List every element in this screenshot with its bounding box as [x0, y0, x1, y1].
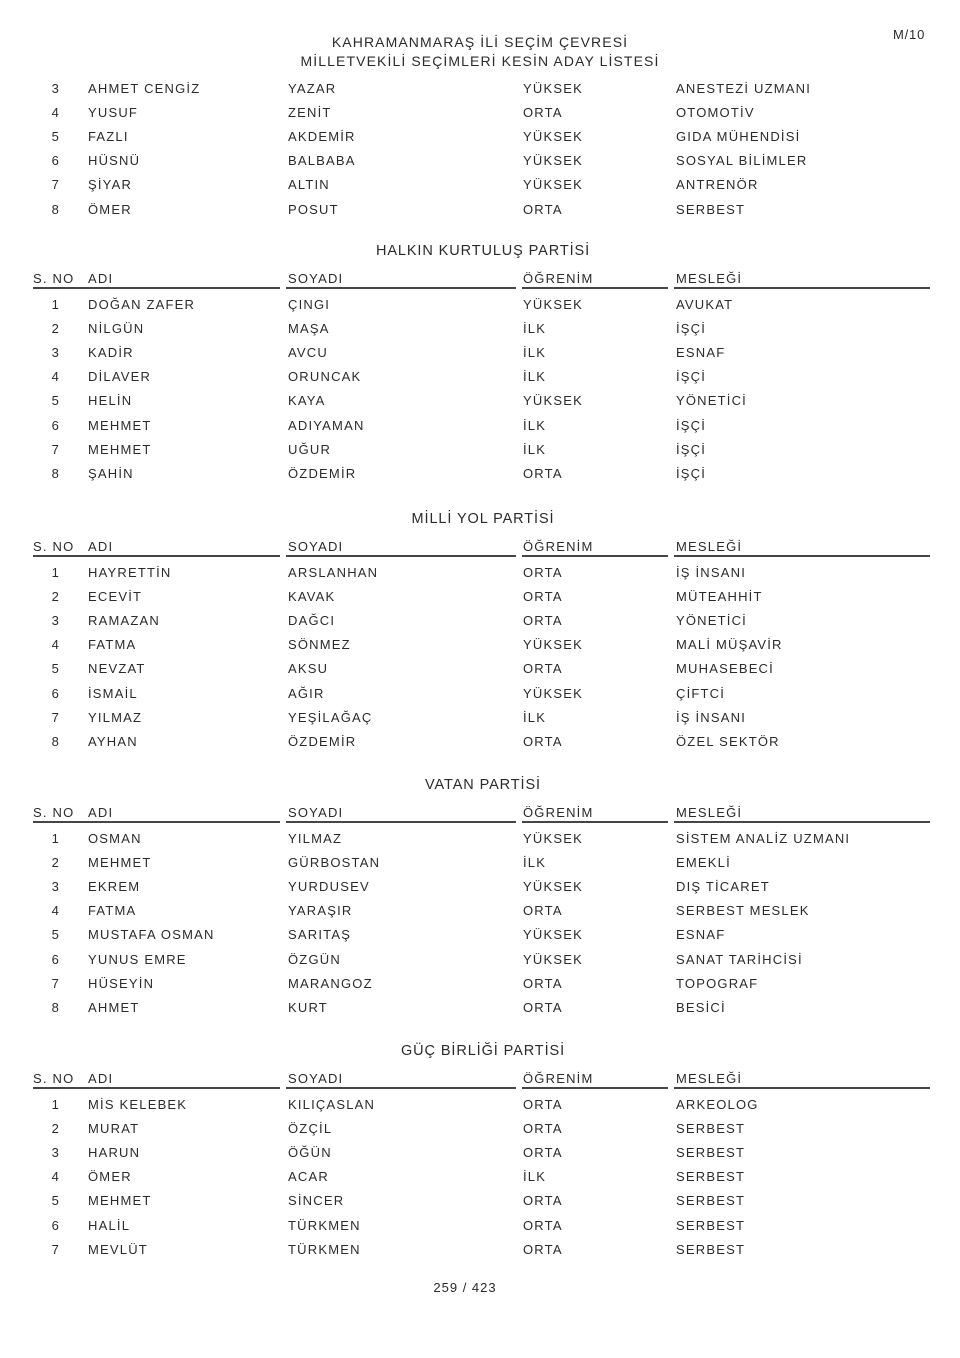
candidate-row: [30, 316, 930, 340]
underline-segment: [522, 1087, 668, 1089]
candidate-row: [30, 1237, 930, 1261]
candidate-row: [30, 149, 930, 173]
header-underline: [30, 821, 930, 823]
candidate-row: [30, 729, 930, 753]
cell-education: YÜKSEK: [523, 80, 583, 96]
candidate-row: [30, 923, 930, 947]
cell-education: İLK: [523, 417, 547, 433]
cell-education: İLK: [523, 1169, 547, 1185]
candidate-row: [30, 124, 930, 148]
cell-profession: SERBEST MESLEK: [676, 903, 810, 919]
party-title: VATAN PARTİSİ: [425, 777, 541, 793]
cell-profession: İŞÇİ: [676, 320, 707, 336]
cell-first-name: RAMAZAN: [88, 612, 160, 628]
cell-last-name: MAŞA: [288, 320, 330, 336]
underline-segment: [674, 555, 930, 557]
cell-last-name: KAVAK: [288, 588, 336, 604]
cell-serial-number: 5: [51, 661, 60, 677]
continuation-table: [30, 76, 930, 221]
cell-first-name: ÖMER: [88, 1169, 132, 1185]
cell-profession: İŞÇİ: [676, 369, 707, 385]
cell-education: YÜKSEK: [523, 878, 583, 894]
cell-education: İLK: [523, 369, 547, 385]
cell-education: YÜKSEK: [523, 927, 583, 943]
cell-serial-number: 2: [51, 320, 60, 336]
cell-education: ORTA: [523, 661, 563, 677]
underline-segment: [674, 821, 930, 823]
underline-segment: [33, 287, 280, 289]
candidate-rows: [30, 1092, 930, 1261]
column-header-meslegi: MESLEĞİ: [676, 538, 743, 554]
cell-serial-number: 3: [51, 80, 60, 96]
cell-profession: SERBEST: [676, 1193, 746, 1209]
candidate-row: [30, 995, 930, 1019]
party-section: [0, 1042, 960, 1267]
candidate-row: [30, 850, 930, 874]
cell-first-name: NEVZAT: [88, 661, 146, 677]
page-code: M/10: [893, 27, 926, 42]
cell-profession: OTOMOTİV: [676, 104, 755, 120]
column-header-sno: S. NO: [33, 538, 75, 554]
column-header-sno: S. NO: [33, 270, 75, 286]
cell-first-name: DİLAVER: [88, 369, 152, 385]
candidate-row: [30, 971, 930, 995]
cell-education: ORTA: [523, 733, 563, 749]
party-section: [0, 776, 960, 1026]
column-header-sno: S. NO: [33, 804, 75, 820]
candidate-row: [30, 1092, 930, 1116]
cell-first-name: İSMAİL: [88, 685, 138, 701]
cell-last-name: SİNCER: [288, 1193, 345, 1209]
cell-education: ORTA: [523, 1096, 563, 1112]
cell-profession: ARKEOLOG: [676, 1096, 759, 1112]
cell-first-name: HÜSNÜ: [88, 153, 141, 169]
cell-serial-number: 2: [51, 588, 60, 604]
party-section: [0, 510, 960, 760]
candidate-row: [30, 608, 930, 632]
cell-serial-number: 4: [51, 903, 60, 919]
cell-serial-number: 3: [51, 612, 60, 628]
column-header-sno: S. NO: [33, 1070, 75, 1086]
underline-segment: [286, 287, 516, 289]
column-header-adi: ADI: [88, 538, 114, 554]
cell-education: YÜKSEK: [523, 177, 583, 193]
cell-last-name: ÇINGI: [288, 296, 331, 312]
cell-education: ORTA: [523, 1144, 563, 1160]
cell-education: İLK: [523, 709, 547, 725]
cell-first-name: NİLGÜN: [88, 320, 145, 336]
cell-education: ORTA: [523, 201, 563, 217]
cell-education: İLK: [523, 320, 547, 336]
underline-segment: [33, 821, 280, 823]
candidate-row: [30, 365, 930, 389]
cell-serial-number: 3: [51, 878, 60, 894]
candidate-row: [30, 681, 930, 705]
header-underline: [30, 287, 930, 289]
cell-serial-number: 2: [51, 1120, 60, 1136]
cell-serial-number: 5: [51, 393, 60, 409]
cell-last-name: ÖZDEMİR: [288, 465, 357, 481]
cell-first-name: MEHMET: [88, 417, 152, 433]
cell-last-name: YEŞİLAĞAÇ: [288, 709, 373, 725]
cell-serial-number: 6: [51, 1217, 60, 1233]
cell-serial-number: 5: [51, 1193, 60, 1209]
page-title-line2: MİLLETVEKİLİ SEÇİMLERİ KESİN ADAY LİSTESİ: [300, 53, 660, 69]
candidate-row: [30, 1189, 930, 1213]
cell-serial-number: 8: [51, 733, 60, 749]
cell-education: ORTA: [523, 564, 563, 580]
cell-serial-number: 1: [51, 564, 60, 580]
column-header-adi: ADI: [88, 804, 114, 820]
cell-last-name: ACAR: [288, 1169, 329, 1185]
cell-profession: MALİ MÜŞAVİR: [676, 637, 783, 653]
candidate-row: [30, 389, 930, 413]
cell-education: YÜKSEK: [523, 393, 583, 409]
cell-profession: SERBEST: [676, 1217, 746, 1233]
underline-segment: [522, 821, 668, 823]
cell-first-name: YUNUS EMRE: [88, 951, 187, 967]
table-header-row: [30, 536, 930, 556]
cell-last-name: YURDUSEV: [288, 878, 370, 894]
cell-profession: İŞ İNSANI: [676, 709, 747, 725]
underline-segment: [674, 1087, 930, 1089]
cell-last-name: ARSLANHAN: [288, 564, 379, 580]
cell-first-name: MİS KELEBEK: [88, 1096, 188, 1112]
cell-first-name: DOĞAN ZAFER: [88, 296, 196, 312]
cell-education: YÜKSEK: [523, 830, 583, 846]
underline-segment: [522, 555, 668, 557]
cell-first-name: AHMET CENGİZ: [88, 80, 201, 96]
cell-profession: İŞÇİ: [676, 465, 707, 481]
cell-profession: İŞÇİ: [676, 417, 707, 433]
cell-last-name: ORUNCAK: [288, 369, 362, 385]
cell-profession: ESNAF: [676, 344, 726, 360]
cell-education: ORTA: [523, 588, 563, 604]
column-header-soyadi: SOYADI: [288, 804, 344, 820]
cell-profession: SİSTEM ANALİZ UZMANI: [676, 830, 851, 846]
cell-profession: AVUKAT: [676, 296, 734, 312]
candidate-row: [30, 657, 930, 681]
header-underline: [30, 1087, 930, 1089]
column-header-meslegi: MESLEĞİ: [676, 804, 743, 820]
cell-serial-number: 4: [51, 369, 60, 385]
cell-serial-number: 1: [51, 296, 60, 312]
cell-last-name: ÖZÇİL: [288, 1120, 333, 1136]
cell-last-name: GÜRBOSTAN: [288, 854, 381, 870]
cell-profession: SERBEST: [676, 1241, 746, 1257]
cell-education: YÜKSEK: [523, 296, 583, 312]
cell-education: YÜKSEK: [523, 128, 583, 144]
candidate-row: [30, 560, 930, 584]
cell-education: ORTA: [523, 999, 563, 1015]
cell-profession: SERBEST: [676, 1169, 746, 1185]
candidate-row: [30, 461, 930, 485]
cell-first-name: ŞİYAR: [88, 177, 133, 193]
cell-profession: SERBEST: [676, 201, 746, 217]
candidate-row: [30, 584, 930, 608]
candidate-row: [30, 1213, 930, 1237]
cell-first-name: ŞAHİN: [88, 465, 134, 481]
cell-education: YÜKSEK: [523, 685, 583, 701]
cell-first-name: HARUN: [88, 1144, 141, 1160]
cell-last-name: AKDEMİR: [288, 128, 356, 144]
cell-first-name: MEHMET: [88, 1193, 152, 1209]
cell-last-name: ÖZGÜN: [288, 951, 341, 967]
cell-first-name: YUSUF: [88, 104, 139, 120]
candidate-row: [30, 437, 930, 461]
cell-last-name: KAYA: [288, 393, 326, 409]
cell-last-name: KILIÇASLAN: [288, 1096, 376, 1112]
cell-serial-number: 4: [51, 104, 60, 120]
cell-profession: SOSYAL BİLİMLER: [676, 153, 808, 169]
cell-education: YÜKSEK: [523, 153, 583, 169]
cell-education: YÜKSEK: [523, 637, 583, 653]
cell-first-name: MEHMET: [88, 441, 152, 457]
column-header-soyadi: SOYADI: [288, 270, 344, 286]
cell-last-name: ALTIN: [288, 177, 330, 193]
cell-first-name: HÜSEYİN: [88, 975, 155, 991]
cell-serial-number: 8: [51, 201, 60, 217]
cell-profession: SERBEST: [676, 1120, 746, 1136]
cell-profession: DIŞ TİCARET: [676, 878, 770, 894]
column-header-soyadi: SOYADI: [288, 538, 344, 554]
cell-serial-number: 3: [51, 344, 60, 360]
cell-serial-number: 8: [51, 465, 60, 481]
cell-first-name: HALİL: [88, 1217, 131, 1233]
cell-education: ORTA: [523, 1217, 563, 1233]
candidate-rows: [30, 560, 930, 754]
cell-first-name: KADİR: [88, 344, 134, 360]
party-section: [0, 242, 960, 492]
cell-profession: ANESTEZİ UZMANI: [676, 80, 812, 96]
cell-last-name: ÖZDEMİR: [288, 733, 357, 749]
cell-last-name: AĞIR: [288, 685, 325, 701]
cell-profession: MUHASEBECİ: [676, 661, 774, 677]
candidate-row: [30, 197, 930, 221]
cell-serial-number: 6: [51, 951, 60, 967]
cell-last-name: ÖĞÜN: [288, 1144, 332, 1160]
cell-profession: SANAT TARİHCİSİ: [676, 951, 803, 967]
candidate-row: [30, 1140, 930, 1164]
cell-serial-number: 6: [51, 417, 60, 433]
cell-last-name: SARITAŞ: [288, 927, 352, 943]
column-header-adi: ADI: [88, 270, 114, 286]
column-header-meslegi: MESLEĞİ: [676, 270, 743, 286]
cell-first-name: ÖMER: [88, 201, 132, 217]
cell-first-name: YILMAZ: [88, 709, 143, 725]
underline-segment: [286, 555, 516, 557]
cell-serial-number: 6: [51, 685, 60, 701]
column-header-meslegi: MESLEĞİ: [676, 1070, 743, 1086]
cell-last-name: YAZAR: [288, 80, 337, 96]
cell-education: ORTA: [523, 104, 563, 120]
cell-education: İLK: [523, 854, 547, 870]
cell-serial-number: 1: [51, 1096, 60, 1112]
cell-first-name: MURAT: [88, 1120, 140, 1136]
cell-education: ORTA: [523, 975, 563, 991]
column-header-ogrenim: ÖĞRENİM: [523, 270, 594, 286]
party-title: HALKIN KURTULUŞ PARTİSİ: [375, 243, 591, 259]
cell-last-name: UĞUR: [288, 441, 332, 457]
cell-serial-number: 6: [51, 153, 60, 169]
cell-first-name: HAYRETTİN: [88, 564, 172, 580]
cell-profession: TOPOGRAF: [676, 975, 759, 991]
cell-first-name: FAZLI: [88, 128, 129, 144]
cell-serial-number: 3: [51, 1144, 60, 1160]
cell-first-name: HELİN: [88, 393, 133, 409]
cell-serial-number: 7: [51, 709, 60, 725]
cell-last-name: POSUT: [288, 201, 339, 217]
cell-education: İLK: [523, 344, 547, 360]
cell-serial-number: 4: [51, 637, 60, 653]
column-header-adi: ADI: [88, 1070, 114, 1086]
candidate-row: [30, 292, 930, 316]
candidate-row: [30, 899, 930, 923]
cell-first-name: AYHAN: [88, 733, 138, 749]
cell-first-name: MUSTAFA OSMAN: [88, 927, 215, 943]
underline-segment: [286, 1087, 516, 1089]
cell-education: ORTA: [523, 1120, 563, 1136]
cell-last-name: YILMAZ: [288, 830, 343, 846]
cell-first-name: FATMA: [88, 903, 137, 919]
party-title: MİLLİ YOL PARTİSİ: [411, 511, 555, 527]
cell-profession: ÖZEL SEKTÖR: [676, 733, 780, 749]
underline-segment: [674, 287, 930, 289]
cell-education: ORTA: [523, 903, 563, 919]
underline-segment: [286, 821, 516, 823]
candidate-rows: [30, 826, 930, 1020]
candidate-row: [30, 705, 930, 729]
column-header-ogrenim: ÖĞRENİM: [523, 538, 594, 554]
cell-serial-number: 4: [51, 1169, 60, 1185]
cell-profession: YÖNETİCİ: [676, 612, 747, 628]
underline-segment: [522, 287, 668, 289]
cell-last-name: AKSU: [288, 661, 329, 677]
cell-last-name: TÜRKMEN: [288, 1241, 361, 1257]
cell-serial-number: 2: [51, 854, 60, 870]
cell-profession: ÇİFTCİ: [676, 685, 726, 701]
candidate-row: [30, 76, 930, 100]
cell-last-name: ADIYAMAN: [288, 417, 365, 433]
cell-profession: SERBEST: [676, 1144, 746, 1160]
cell-profession: İŞ İNSANI: [676, 564, 747, 580]
party-title: GÜÇ BİRLİĞİ PARTİSİ: [400, 1043, 565, 1059]
candidate-row: [30, 633, 930, 657]
cell-education: ORTA: [523, 1193, 563, 1209]
candidate-row: [30, 413, 930, 437]
cell-first-name: EKREM: [88, 878, 141, 894]
cell-serial-number: 5: [51, 927, 60, 943]
candidate-row: [30, 340, 930, 364]
candidate-row: [30, 874, 930, 898]
candidate-row: [30, 1165, 930, 1189]
cell-profession: EMEKLİ: [676, 854, 731, 870]
cell-last-name: SÖNMEZ: [288, 637, 351, 653]
candidate-row: [30, 1116, 930, 1140]
cell-last-name: DAĞCI: [288, 612, 336, 628]
underline-segment: [33, 555, 280, 557]
cell-education: ORTA: [523, 612, 563, 628]
cell-last-name: TÜRKMEN: [288, 1217, 361, 1233]
cell-serial-number: 8: [51, 999, 60, 1015]
cell-first-name: FATMA: [88, 637, 137, 653]
cell-profession: ESNAF: [676, 927, 726, 943]
cell-profession: MÜTEAHHİT: [676, 588, 763, 604]
cell-last-name: ZENİT: [288, 104, 332, 120]
cell-serial-number: 7: [51, 975, 60, 991]
table-header-row: [30, 1068, 930, 1088]
column-header-ogrenim: ÖĞRENİM: [523, 1070, 594, 1086]
candidate-row: [30, 947, 930, 971]
candidate-row: [30, 826, 930, 850]
cell-last-name: BALBABA: [288, 153, 356, 169]
cell-serial-number: 7: [51, 1241, 60, 1257]
cell-last-name: KURT: [288, 999, 328, 1015]
cell-education: ORTA: [523, 465, 563, 481]
cell-first-name: OSMAN: [88, 830, 142, 846]
cell-profession: İŞÇİ: [676, 441, 707, 457]
cell-first-name: MEHMET: [88, 854, 152, 870]
column-header-soyadi: SOYADI: [288, 1070, 344, 1086]
candidate-row: [30, 100, 930, 124]
cell-education: ORTA: [523, 1241, 563, 1257]
candidate-rows: [30, 292, 930, 486]
page-number: 259 / 423: [433, 1280, 497, 1295]
cell-education: YÜKSEK: [523, 951, 583, 967]
candidate-row: [30, 173, 930, 197]
cell-profession: ANTRENÖR: [676, 177, 759, 193]
cell-profession: BESİCİ: [676, 999, 726, 1015]
cell-serial-number: 1: [51, 830, 60, 846]
cell-profession: GIDA MÜHENDİSİ: [676, 128, 801, 144]
cell-serial-number: 5: [51, 128, 60, 144]
cell-first-name: AHMET: [88, 999, 140, 1015]
header-underline: [30, 555, 930, 557]
underline-segment: [33, 1087, 280, 1089]
table-header-row: [30, 268, 930, 288]
cell-last-name: YARAŞIR: [288, 903, 353, 919]
table-header-row: [30, 802, 930, 822]
cell-serial-number: 7: [51, 441, 60, 457]
page-title-line1: KAHRAMANMARAŞ İLİ SEÇİM ÇEVRESİ: [331, 34, 629, 50]
cell-education: İLK: [523, 441, 547, 457]
cell-first-name: ECEVİT: [88, 588, 143, 604]
cell-first-name: MEVLÜT: [88, 1241, 148, 1257]
cell-serial-number: 7: [51, 177, 60, 193]
cell-last-name: MARANGOZ: [288, 975, 373, 991]
cell-profession: YÖNETİCİ: [676, 393, 747, 409]
column-header-ogrenim: ÖĞRENİM: [523, 804, 594, 820]
cell-last-name: AVCU: [288, 344, 328, 360]
